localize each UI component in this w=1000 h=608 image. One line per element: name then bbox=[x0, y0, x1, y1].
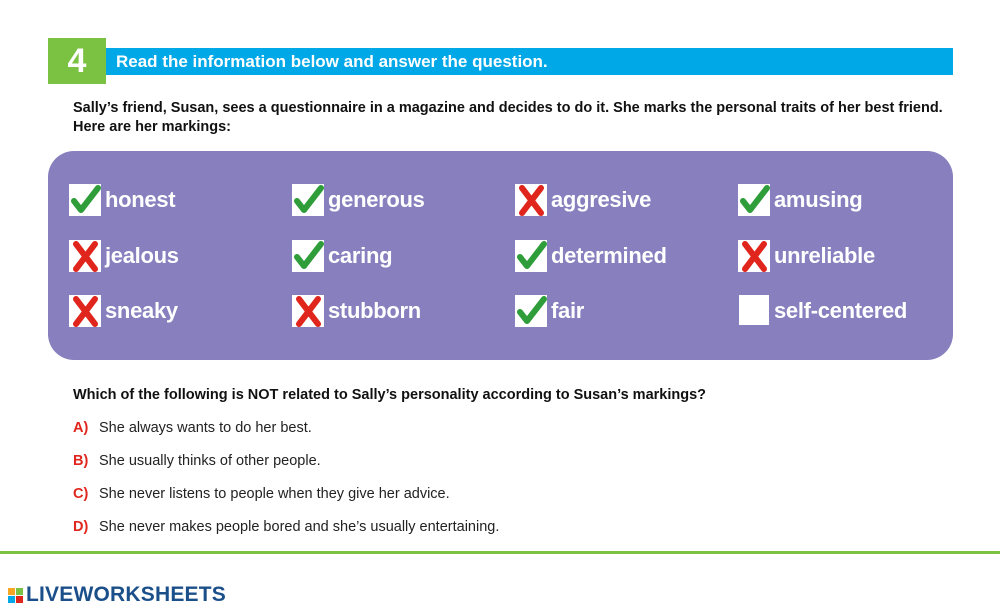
option-letter: C) bbox=[73, 486, 89, 502]
intro-line-2: Here are her markings: bbox=[73, 119, 231, 135]
option-d bbox=[73, 519, 499, 535]
liveworksheets-logo[interactable] bbox=[8, 583, 226, 607]
trait-label: fair bbox=[551, 298, 585, 323]
logo-text: LIVEWORKSHEETS bbox=[26, 583, 226, 606]
trait-determined bbox=[514, 239, 667, 273]
intro-line-1: Sally’s friend, Susan, sees a questionnaire in a magazine and decides to do it. She marks the personal traits of her best friend. bbox=[73, 100, 943, 116]
trait-aggresive bbox=[514, 183, 651, 217]
trait-honest bbox=[68, 183, 175, 217]
check-mark-icon bbox=[291, 239, 325, 273]
check-mark-icon bbox=[737, 183, 771, 217]
cross-mark-icon bbox=[291, 294, 325, 328]
option-text: She always wants to do her best. bbox=[99, 420, 312, 436]
trait-caring bbox=[291, 239, 392, 273]
trait-self-centered bbox=[737, 294, 907, 328]
check-mark-icon bbox=[291, 183, 325, 217]
option-letter: B) bbox=[73, 453, 89, 469]
question-text: Which of the following is NOT related to Sally’s personality according to Susan’s markings? bbox=[73, 387, 707, 403]
check-mark-icon bbox=[514, 239, 548, 273]
trait-unreliable bbox=[737, 239, 875, 273]
exercise-instruction: Read the information below and answer the question. bbox=[106, 48, 953, 75]
option-letter: D) bbox=[73, 519, 89, 535]
cross-mark-icon bbox=[68, 294, 102, 328]
trait-sneaky bbox=[68, 294, 178, 328]
trait-label: self-centered bbox=[774, 298, 908, 323]
exercise-number: 4 bbox=[48, 38, 106, 84]
trait-jealous bbox=[68, 239, 179, 273]
traits-panel bbox=[48, 151, 953, 360]
trait-amusing bbox=[737, 183, 862, 217]
logo-grid-icon bbox=[8, 588, 23, 603]
check-mark-icon bbox=[68, 183, 102, 217]
trait-label: amusing bbox=[774, 187, 863, 212]
empty-checkbox-icon bbox=[737, 294, 771, 328]
trait-label: honest bbox=[105, 187, 176, 212]
trait-stubborn bbox=[291, 294, 421, 328]
cross-mark-icon bbox=[737, 239, 771, 273]
trait-label: sneaky bbox=[105, 298, 178, 323]
trait-generous bbox=[291, 183, 425, 217]
trait-label: caring bbox=[328, 243, 393, 268]
trait-label: unreliable bbox=[774, 243, 875, 268]
trait-label: aggresive bbox=[551, 187, 652, 212]
intro-text bbox=[73, 99, 953, 137]
trait-label: jealous bbox=[105, 243, 179, 268]
trait-label: determined bbox=[551, 243, 667, 268]
trait-label: generous bbox=[328, 187, 425, 212]
check-mark-icon bbox=[514, 294, 548, 328]
option-text: She never listens to people when they give her advice. bbox=[99, 486, 450, 502]
trait-label: stubborn bbox=[328, 298, 421, 323]
footer-divider bbox=[0, 551, 1000, 554]
cross-mark-icon bbox=[68, 239, 102, 273]
option-text: She never makes people bored and she’s usually entertaining. bbox=[99, 519, 500, 535]
option-a bbox=[73, 420, 312, 436]
option-text: She usually thinks of other people. bbox=[99, 453, 321, 469]
option-b bbox=[73, 453, 321, 469]
option-c bbox=[73, 486, 450, 502]
trait-fair bbox=[514, 294, 584, 328]
cross-mark-icon bbox=[514, 183, 548, 217]
option-letter: A) bbox=[73, 420, 89, 436]
